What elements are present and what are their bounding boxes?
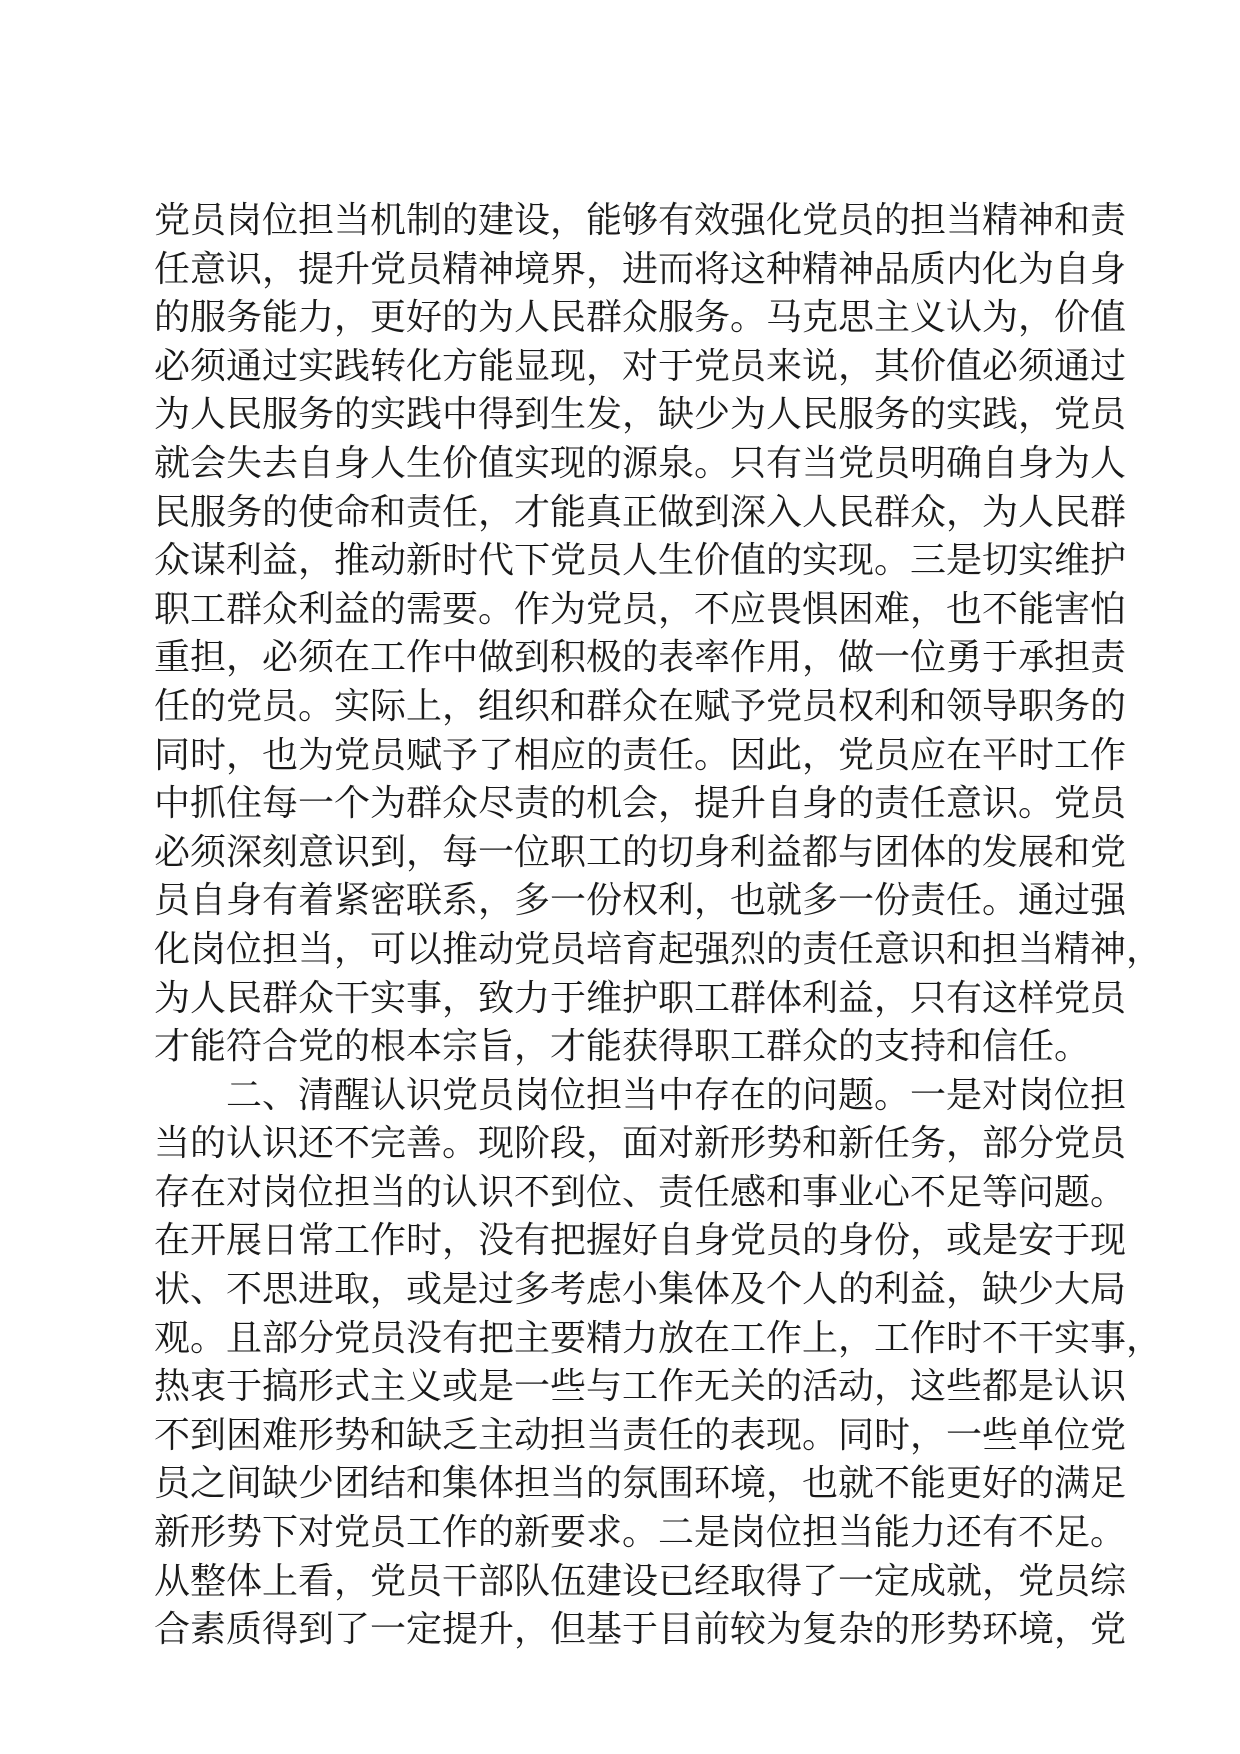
text-line: 任的党员。实际上，组织和群众在赋予党员权利和领导职务的 <box>154 685 1127 727</box>
text-line: 为人民服务的实践中得到生发，缺少为人民服务的实践，党员 <box>154 394 1127 436</box>
text-line: 为人民群众干实事，致力于维护职工群体利益，只有这样党员 <box>154 977 1127 1019</box>
text-line: 必须深刻意识到，每一位职工的切身利益都与团体的发展和党 <box>154 831 1127 873</box>
text-line: 任意识，提升党员精神境界，进而将这种精神品质内化为自身 <box>154 248 1127 290</box>
text-line: 热衷于搞形式主义或是一些与工作无关的活动，这些都是认识 <box>154 1366 1127 1408</box>
text-line: 从整体上看，党员干部队伍建设已经取得了一定成就，党员综 <box>154 1560 1127 1602</box>
text-line: 必须通过实践转化方能显现，对于党员来说，其价值必须通过 <box>154 345 1127 387</box>
text-line: 职工群众利益的需要。作为党员，不应畏惧困难，也不能害怕 <box>154 588 1127 630</box>
text-line: 不到困难形势和缺乏主动担当责任的表现。同时，一些单位党 <box>154 1414 1127 1456</box>
text-line: 员之间缺少团结和集体担当的氛围环境，也就不能更好的满足 <box>154 1463 1127 1505</box>
text-line: 存在对岗位担当的认识不到位、责任感和事业心不足等问题。 <box>154 1171 1127 1213</box>
text-line: 才能符合党的根本宗旨，才能获得职工群众的支持和信任。 <box>154 1026 1091 1068</box>
text-line: 重担，必须在工作中做到积极的表率作用，做一位勇于承担责 <box>154 637 1127 679</box>
text-line: 在开展日常工作时，没有把握好自身党员的身份，或是安于现 <box>154 1220 1127 1262</box>
text-line: 民服务的使命和责任，才能真正做到深入人民群众，为人民群 <box>154 491 1127 533</box>
section-heading-line: 二、清醒认识党员岗位担当中存在的问题。一是对岗位担 <box>226 1074 1127 1116</box>
text-line: 观。且部分党员没有把主要精力放在工作上，工作时不干实事， <box>154 1317 1163 1359</box>
text-line: 化岗位担当，可以推动党员培育起强烈的责任意识和担当精神， <box>154 928 1163 970</box>
text-line: 党员岗位担当机制的建设，能够有效强化党员的担当精神和责 <box>154 200 1127 241</box>
text-line: 众谋利益，推动新时代下党员人生价值的实现。三是切实维护 <box>154 540 1127 582</box>
body-text <box>154 197 1163 1655</box>
text-line: 同时，也为党员赋予了相应的责任。因此，党员应在平时工作 <box>154 734 1127 776</box>
text-line: 状、不思进取，或是过多考虑小集体及个人的利益，缺少大局 <box>154 1269 1127 1311</box>
text-line: 的服务能力，更好的为人民群众服务。马克思主义认为，价值 <box>154 297 1127 339</box>
text-line: 中抓住每一个为群众尽责的机会，提升自身的责任意识。党员 <box>154 783 1127 825</box>
text-line: 员自身有着紧密联系，多一份权利，也就多一份责任。通过强 <box>154 880 1127 922</box>
text-line: 新形势下对党员工作的新要求。二是岗位担当能力还有不足。 <box>154 1512 1127 1554</box>
text-line: 当的认识还不完善。现阶段，面对新形势和新任务，部分党员 <box>154 1123 1127 1165</box>
text-line: 就会失去自身人生价值实现的源泉。只有当党员明确自身为人 <box>154 442 1127 484</box>
text-line: 合素质得到了一定提升，但基于目前较为复杂的形势环境，党 <box>154 1609 1127 1651</box>
